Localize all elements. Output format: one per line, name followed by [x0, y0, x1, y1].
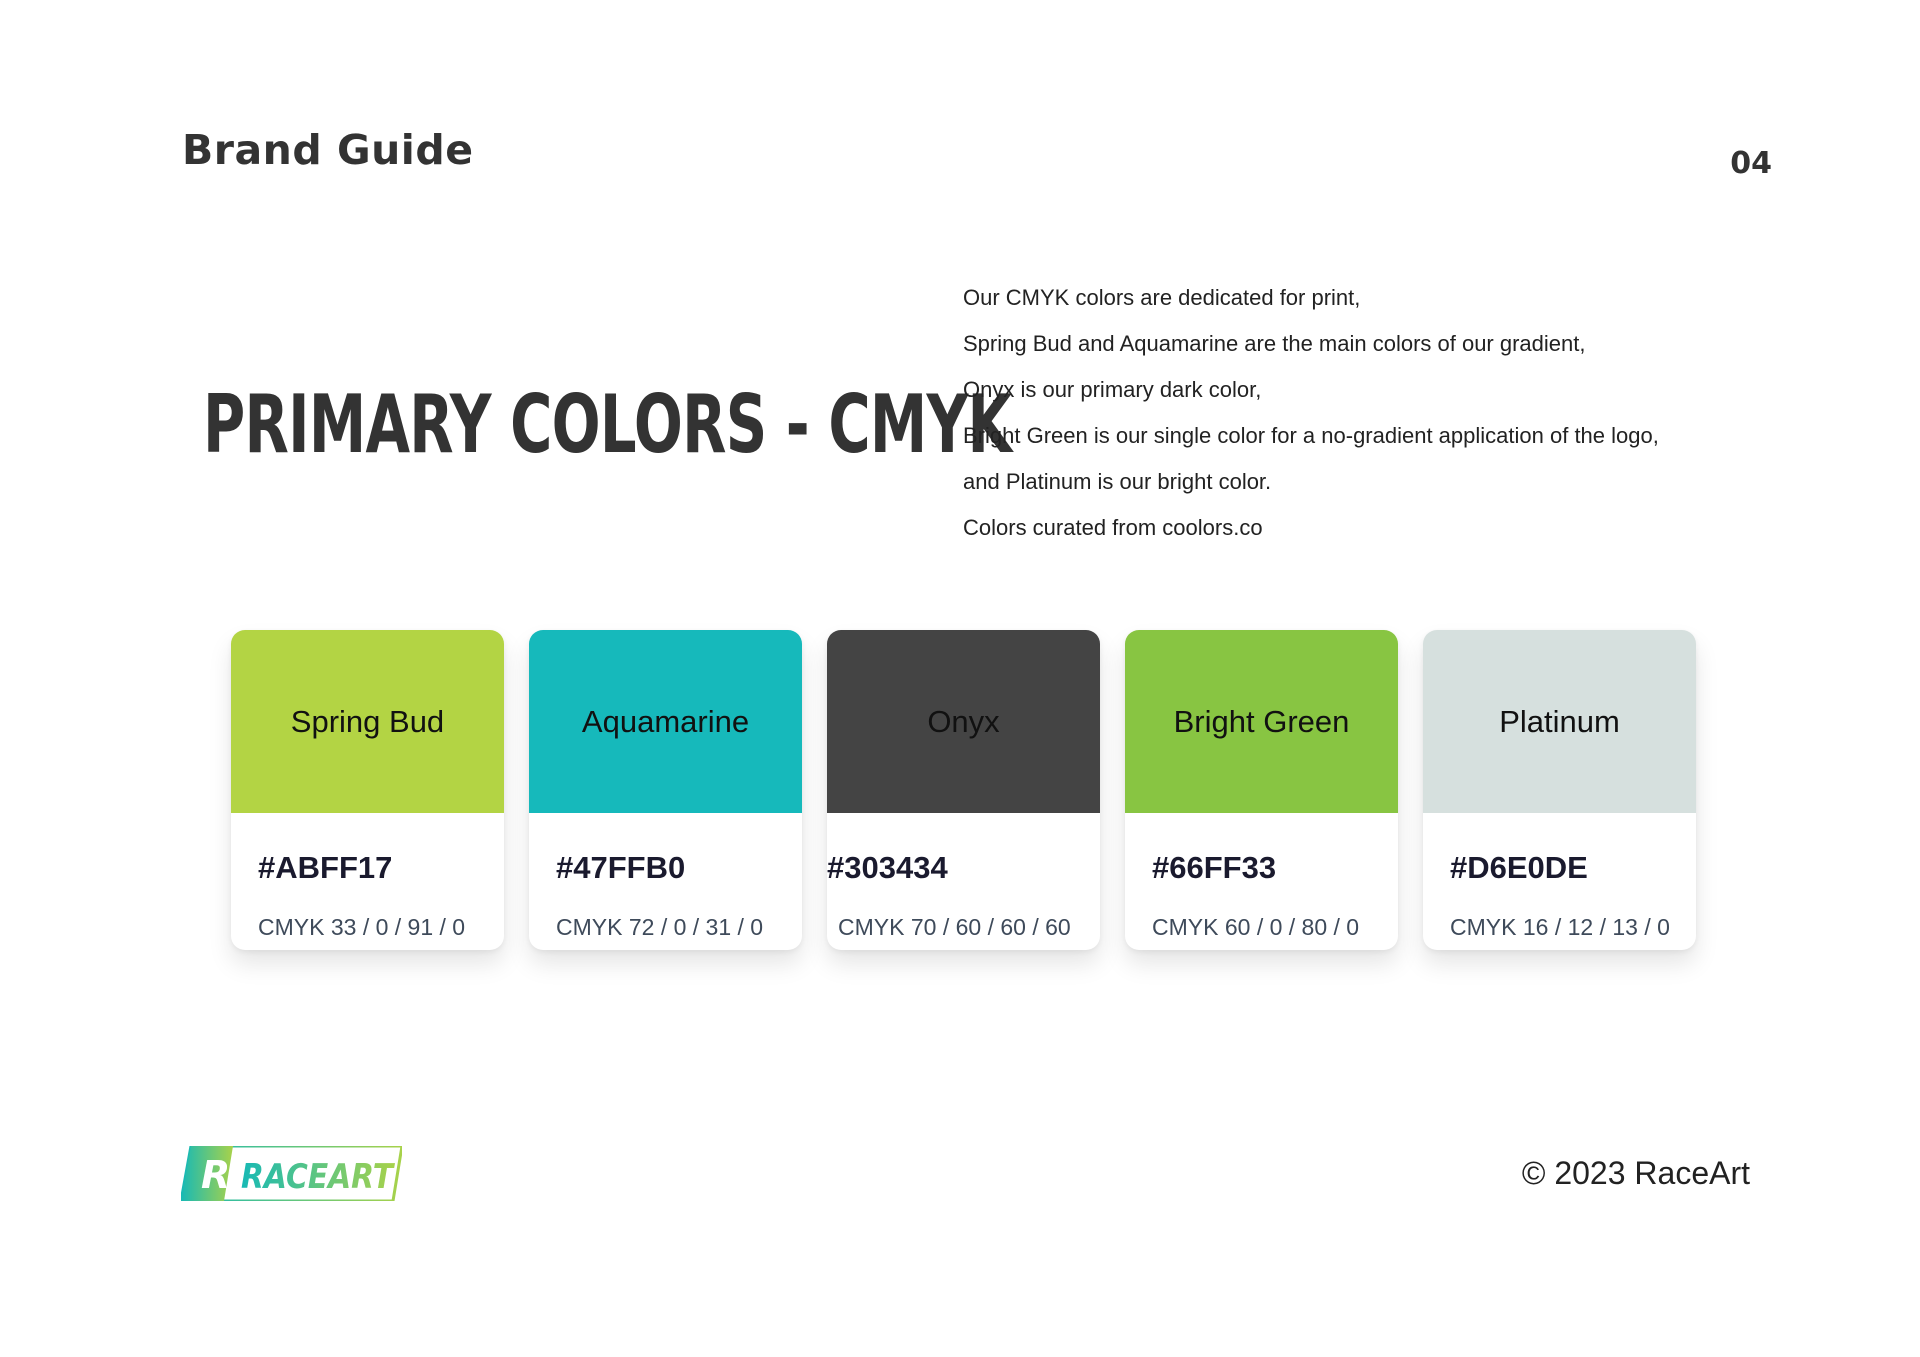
- description-line: Spring Bud and Aquamarine are the main colors of our gradient,: [963, 331, 1586, 356]
- description-block: [963, 281, 1763, 557]
- swatch-color-block: [1423, 630, 1696, 813]
- swatch-name: Aquamarine: [581, 703, 750, 739]
- swatch-hex: #ABFF17: [258, 850, 393, 885]
- section-title: PRIMARY COLORS - CMYK: [203, 378, 1012, 471]
- swatch-name: Onyx: [927, 703, 1000, 739]
- description-line: Onyx is our primary dark color,: [963, 377, 1262, 402]
- description-line: Bright Green is our single color for a no-gradient application of the logo,: [963, 423, 1659, 448]
- swatch-color-block: [231, 630, 504, 813]
- swatch-color-block: [827, 630, 1100, 813]
- swatch-hex: #47FFB0: [556, 850, 686, 885]
- swatch-hex: #D6E0DE: [1450, 850, 1588, 885]
- swatch-card-spring-bud: [231, 630, 504, 950]
- description-line: Our CMYK colors are dedicated for print,: [963, 285, 1361, 310]
- description-line: and Platinum is our bright color.: [963, 469, 1272, 494]
- swatch-name: Bright Green: [1173, 703, 1350, 739]
- swatch-name: Platinum: [1499, 703, 1620, 739]
- swatch-cmyk: CMYK 16 / 12 / 13 / 0: [1450, 914, 1670, 940]
- page-number: 04: [1730, 146, 1772, 181]
- swatch-color-block: [529, 630, 802, 813]
- logo-mark: R: [201, 1153, 231, 1197]
- swatch-hex: #303434: [827, 850, 948, 885]
- swatch-card-onyx: [827, 630, 1100, 950]
- logo-wordmark: RACEART: [241, 1157, 396, 1197]
- swatch-cmyk: CMYK 60 / 0 / 80 / 0: [1152, 914, 1360, 940]
- color-swatches: [231, 630, 1696, 950]
- swatch-hex: #66FF33: [1152, 850, 1277, 885]
- raceart-logo: [181, 1146, 402, 1201]
- copyright: © 2023 RaceArt: [1521, 1155, 1750, 1191]
- swatch-cmyk: CMYK 72 / 0 / 31 / 0: [556, 914, 764, 940]
- swatch-card-aquamarine: [529, 630, 802, 950]
- swatch-card-platinum: [1423, 630, 1696, 950]
- swatch-color-block: [1125, 630, 1398, 813]
- swatch-cmyk: CMYK 33 / 0 / 91 / 0: [258, 914, 466, 940]
- description-line: Colors curated from coolors.co: [963, 515, 1263, 540]
- swatch-card-bright-green: [1125, 630, 1398, 950]
- swatch-cmyk: CMYK 70 / 60 / 60 / 60: [838, 914, 1071, 940]
- brand-guide-title: Brand Guide: [182, 126, 474, 174]
- swatch-name: Spring Bud: [290, 703, 445, 739]
